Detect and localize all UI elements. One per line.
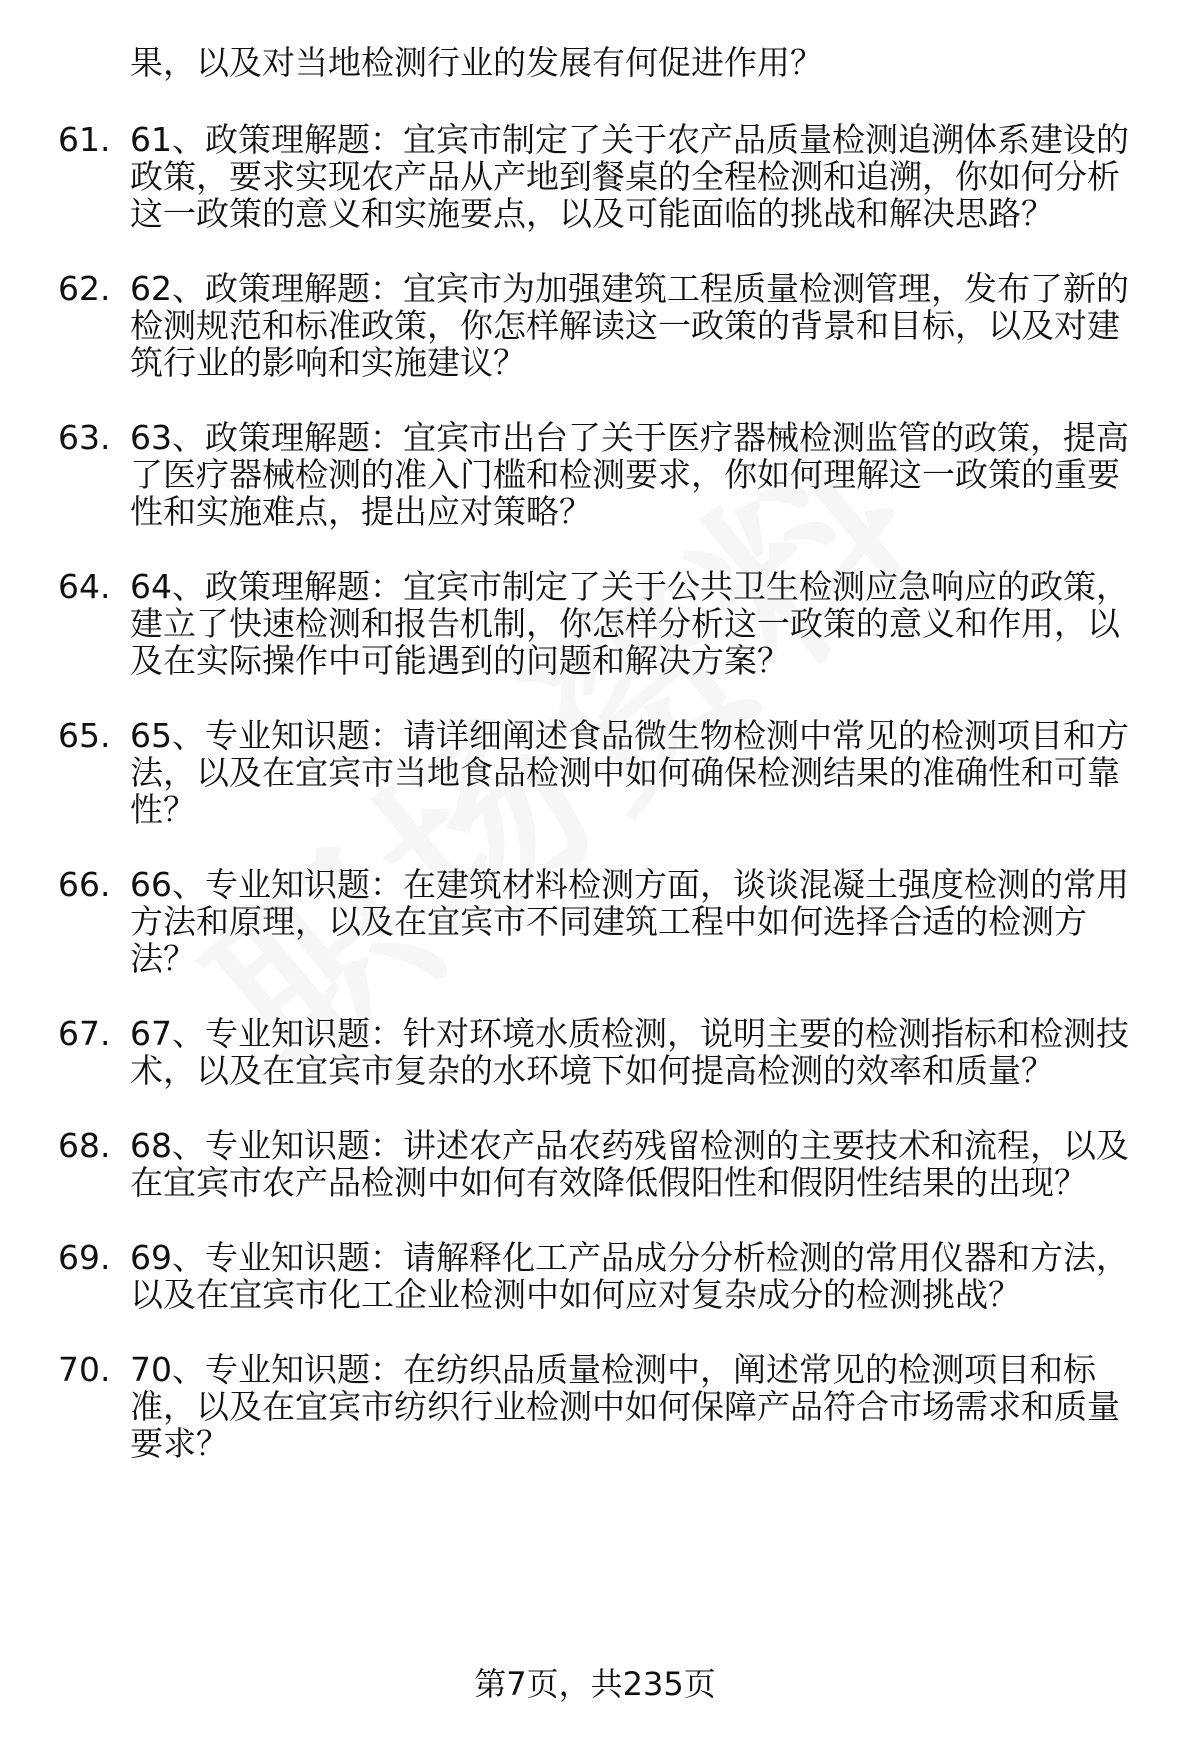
question-number: 63. xyxy=(58,418,111,457)
question-text: 70、专业知识题：在纺织品质量检测中，阐述常见的检测项目和标准，以及在宜宾市纺织行业检测中如何保障产品符合市场需求和质量要求？ xyxy=(130,1350,1120,1463)
question-number: 67. xyxy=(58,1014,111,1053)
question-text: 66、专业知识题：在建筑材料检测方面，谈谈混凝土强度检测的常用方法和原理，以及在宜宾市不同建筑工程中如何选择合适的检测方法？ xyxy=(130,865,1129,978)
question-list xyxy=(58,44,1148,1500)
page-footer: 第7页，共235页 xyxy=(474,1665,716,1703)
question-text: 67、专业知识题：针对环境水质检测，说明主要的检测指标和检测技术，以及在宜宾市复杂的水环境下如何提高检测的效率和质量？ xyxy=(130,1014,1129,1090)
question-item xyxy=(58,270,1148,381)
question-item xyxy=(58,568,1148,679)
question-number: 61. xyxy=(58,120,111,159)
question-number: 65. xyxy=(58,716,111,755)
question-item xyxy=(58,866,1148,977)
question-number: 66. xyxy=(58,865,111,904)
question-number: 64. xyxy=(58,567,111,606)
question-text: 68、专业知识题：讲述农产品农药残留检测的主要技术和流程，以及在宜宾市农产品检测中如何有效降低假阳性和假阴性结果的出现？ xyxy=(130,1126,1129,1202)
question-item xyxy=(58,1351,1148,1462)
question-text: 65、专业知识题：请详细阐述食品微生物检测中常见的检测项目和方法，以及在宜宾市当地食品检测中如何确保检测结果的准确性和可靠性？ xyxy=(130,716,1129,829)
question-item xyxy=(58,121,1148,232)
question-number: 62. xyxy=(58,269,111,308)
question-number: 69. xyxy=(58,1238,111,1277)
question-text: 62、政策理解题：宜宾市为加强建筑工程质量检测管理，发布了新的检测规范和标准政策，你怎样解读这一政策的背景和目标，以及对建筑行业的影响和实施建议？ xyxy=(130,269,1129,382)
question-item xyxy=(58,419,1148,530)
question-number: 70. xyxy=(58,1350,111,1389)
question-text: 64、政策理解题：宜宾市制定了关于公共卫生检测应急响应的政策，建立了快速检测和报告机制，你怎样分析这一政策的意义和作用，以及在实际操作中可能遇到的问题和解决方案？ xyxy=(130,567,1129,680)
question-text: 63、政策理解题：宜宾市出台了关于医疗器械检测监管的政策，提高了医疗器械检测的准入门槛和检测要求，你如何理解这一政策的重要性和实施难点，提出应对策略？ xyxy=(130,418,1129,531)
question-item xyxy=(58,1015,1148,1089)
question-text: 61、政策理解题：宜宾市制定了关于农产品质量检测追溯体系建设的政策，要求实现农产品从产地到餐桌的全程检测和追溯，你如何分析这一政策的意义和实施要点，以及可能面临的挑战和解决思路？ xyxy=(130,120,1129,233)
question-item xyxy=(58,1127,1148,1201)
question-item xyxy=(58,717,1148,828)
question-item xyxy=(58,1239,1148,1313)
question-text: 69、专业知识题：请解释化工产品成分分析检测的常用仪器和方法，以及在宜宾市化工企业检测中如何应对复杂成分的检测挑战？ xyxy=(130,1238,1129,1314)
question-number: 68. xyxy=(58,1126,111,1165)
continuation-text: 果，以及对当地检测行业的发展有何促进作用？ xyxy=(130,43,823,82)
